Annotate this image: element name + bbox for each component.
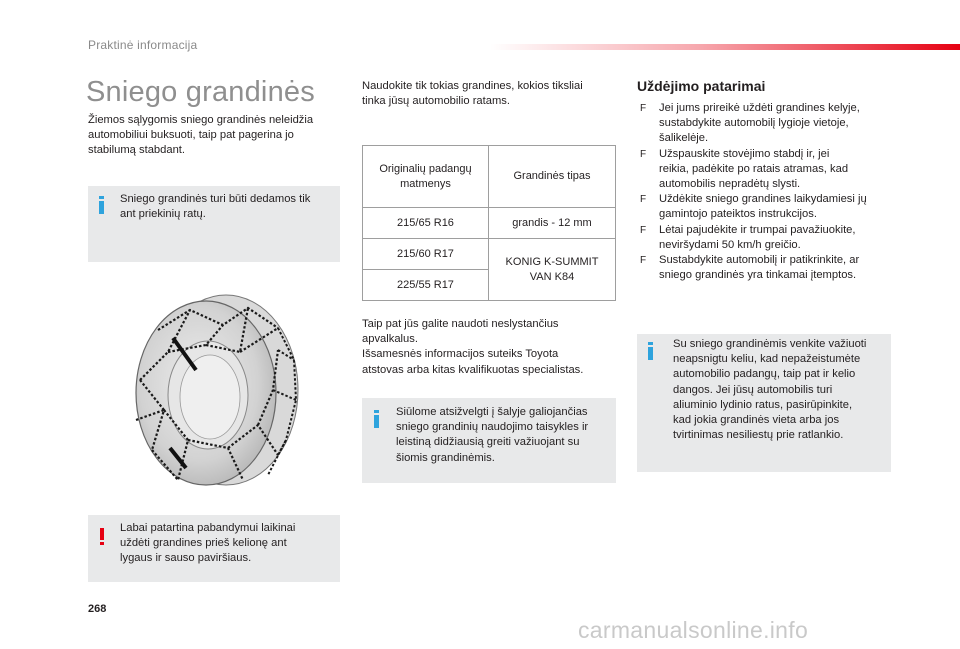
intro-line: stabilumą stabdant. — [88, 144, 186, 157]
info-line: dangos. Jei jūsų automobilis turi — [673, 383, 833, 396]
warning-line: lygaus ir sauso paviršiaus. — [120, 552, 252, 565]
bullet-icon: F — [640, 194, 647, 206]
paragraph-line: atstovas arba kitas kvalifikuotas specialistas. — [362, 363, 584, 376]
table-row — [363, 208, 616, 239]
tip-line: sustabdykite automobilį lygioje vietoje, — [659, 117, 849, 130]
tip-line: šalikelėje. — [659, 132, 709, 145]
front-wheels-info-box — [88, 186, 340, 262]
info-line: automobilio padangų, taip pat ir kelio — [673, 368, 856, 381]
tip-line: gamintojo pateiktos instrukcijos. — [659, 208, 817, 221]
info-icon — [374, 410, 379, 428]
table-cell-chain — [489, 239, 616, 301]
fitting-tips-title: Uždėjimo patarimai — [637, 78, 766, 94]
info-icon — [99, 196, 104, 214]
list-item — [640, 223, 892, 253]
chain-line: KONIG K-SUMMIT — [505, 256, 599, 268]
chains-intro-paragraph — [362, 79, 616, 109]
chain-line: VAN K84 — [529, 270, 575, 283]
warning-line: uždėti grandines prieš kelionę ant — [120, 537, 287, 550]
section-header: Praktinė informacija — [88, 38, 198, 52]
chain-size-table — [362, 145, 616, 301]
info-line: šiomis grandinėmis. — [396, 451, 495, 464]
page-number: 268 — [88, 603, 107, 615]
paragraph-line: apvalkalus. — [362, 333, 418, 346]
table-header-row — [363, 146, 616, 208]
header-accent-line — [490, 44, 960, 50]
tip-line: neviršydami 50 km/h greičio. — [659, 238, 801, 251]
info-line: Siūlome atsižvelgti į šalyje galiojančias — [396, 406, 588, 418]
table-cell-chain: grandis - 12 mm — [489, 208, 616, 239]
header-line: matmenys — [400, 177, 451, 190]
page-title: Sniego grandinės — [86, 76, 315, 108]
intro-paragraph — [88, 113, 338, 159]
bullet-icon: F — [640, 103, 647, 114]
list-item — [640, 101, 892, 147]
tip-line: Lėtai pajudėkite ir trumpai pavažiuokite, — [659, 223, 856, 236]
info-line: Sniego grandinės turi būti dedamos tik — [120, 193, 311, 205]
intro-line: Žiemos sąlygomis sniego grandinės neleidžia — [88, 114, 314, 126]
tire-snow-chain-illustration — [128, 290, 306, 490]
table-header-chain-type: Grandinės tipas — [489, 146, 616, 208]
table-cell-size: 215/60 R17 — [363, 239, 489, 270]
list-item — [640, 147, 892, 193]
tip-line: Uždėkite sniego grandines laikydamiesi jų — [659, 193, 867, 206]
info-line: sniego grandinių naudojimo taisykles ir — [396, 421, 589, 434]
paragraph-line: Taip pat jūs galite naudoti neslystančius — [362, 318, 559, 330]
info-line: leistiną didžiausią greiti važiuojant su — [396, 436, 580, 449]
list-item — [640, 253, 892, 283]
tip-line: Užspauskite stovėjimo stabdį ir, jei — [659, 147, 830, 160]
warning-line: Labai patartina pabandymui laikinai — [120, 522, 296, 534]
info-icon — [648, 342, 653, 360]
table-header-tire-size — [363, 146, 489, 208]
test-fit-warning-box — [88, 515, 340, 582]
fitting-tips-list — [640, 101, 892, 283]
tip-line: sniego grandinės yra tinkamai įtemptos. — [659, 269, 857, 282]
bullet-icon: F — [640, 255, 647, 267]
intro-line: Naudokite tik tokias grandines, kokios tiksliai — [362, 80, 583, 92]
info-line: tvirtinimas nesiliestų prie ratlankio. — [673, 429, 844, 442]
bullet-icon: F — [640, 148, 647, 160]
intro-line: tinka jūsų automobilio ratams. — [362, 95, 510, 108]
watermark: carmanualsonline.info — [578, 617, 809, 643]
info-line: ant priekinių ratų. — [120, 208, 206, 221]
table-cell-size: 225/55 R17 — [363, 270, 489, 301]
tip-line: automobilis nepradėtų slysti. — [659, 178, 801, 191]
header-line: Originalių padangų — [379, 163, 472, 175]
list-item — [640, 192, 892, 222]
warning-icon — [100, 528, 104, 545]
regulations-info-box — [362, 398, 616, 483]
info-line: aliuminio lydinio ratus, pasirūpinkite, — [673, 398, 853, 411]
rim-protection-info-box — [637, 334, 891, 472]
bullet-icon: F — [640, 224, 647, 236]
tip-line: Sustabdykite automobilį ir patikrinkite, ar — [659, 254, 860, 267]
table-row — [363, 239, 616, 270]
alternatives-paragraph — [362, 317, 616, 378]
info-line: kad jokia grandinės vieta arba jos — [673, 414, 840, 427]
tip-line: Jei jums prireikė uždėti grandines kelyje, — [659, 102, 860, 114]
paragraph-line: Išsamesnės informacijos suteiks Toyota — [362, 348, 559, 361]
table-cell-size: 215/65 R16 — [363, 208, 489, 239]
intro-line: automobiliui buksuoti, taip pat pagerina jo — [88, 129, 294, 142]
info-line: neapsnigtu keliu, kad nepažeistumėte — [673, 353, 861, 366]
info-line: Su sniego grandinėmis venkite važiuoti — [673, 338, 867, 350]
tip-line: reikia, padėkite po ratais atramas, kad — [659, 162, 849, 175]
